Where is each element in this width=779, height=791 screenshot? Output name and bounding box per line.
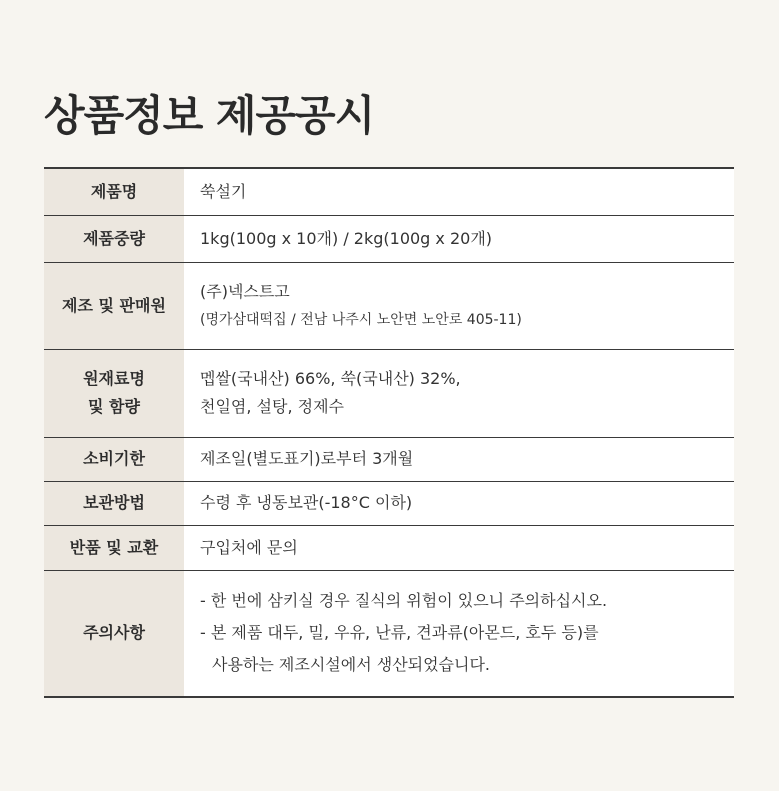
row-value-text: 제조일(별도표기)로부터 3개월	[200, 449, 414, 468]
row-value-text: (주)넥스트고	[200, 281, 290, 301]
row-value	[184, 262, 734, 349]
row-label-text: 반품 및 교환	[69, 537, 159, 557]
table-row-storage	[44, 481, 734, 525]
row-label	[44, 262, 184, 349]
page-title: 상품정보 제공공시	[44, 91, 375, 140]
row-label-text: 및 함량	[88, 397, 140, 416]
row-value	[184, 525, 734, 570]
table-row-expiry	[44, 437, 734, 481]
row-label-text: 보관방법	[83, 493, 145, 512]
row-value-text: 쑥설기	[200, 181, 247, 201]
row-value-text: 멥쌀(국내산) 66%, 쑥(국내산) 32%,	[200, 369, 461, 388]
row-value	[184, 570, 734, 697]
row-value-text: 1kg(100g x 10개) / 2kg(100g x 20개)	[200, 228, 493, 248]
row-label-text: 주의사항	[83, 623, 145, 643]
row-label	[44, 349, 184, 437]
product-info-table	[44, 167, 734, 698]
row-label	[44, 437, 184, 481]
row-value-text: - 한 번에 삼키실 경우 질식의 위험이 있으니 주의하십시오.	[200, 591, 608, 611]
table-row-cautions	[44, 570, 734, 697]
row-value	[184, 349, 734, 437]
table-row-manufacturer	[44, 262, 734, 349]
row-value	[184, 481, 734, 525]
row-value-text: (명가삼대떡집 / 전남 나주시 노안면 노안로 405-11)	[200, 311, 522, 328]
table-row-product-name	[44, 168, 734, 215]
row-label-text: 제조 및 판매원	[62, 295, 166, 315]
row-value-text: 사용하는 제조시설에서 생산되었습니다.	[212, 655, 491, 675]
row-label	[44, 168, 184, 215]
row-value	[184, 437, 734, 481]
table-row-ingredients	[44, 349, 734, 437]
row-label-text: 제품명	[90, 181, 138, 201]
row-label-text: 소비기한	[83, 449, 145, 468]
table-row-weight	[44, 215, 734, 262]
row-label	[44, 481, 184, 525]
row-label	[44, 525, 184, 570]
row-label	[44, 570, 184, 697]
row-label-text: 제품중량	[83, 228, 145, 248]
row-label-text: 원재료명	[83, 369, 145, 388]
row-value	[184, 168, 734, 215]
row-value-text: 구입처에 문의	[200, 537, 298, 557]
row-value	[184, 215, 734, 262]
row-value-text: 수령 후 냉동보관(-18°C 이하)	[200, 493, 413, 512]
row-value-text: - 본 제품 대두, 밀, 우유, 난류, 견과류(아몬드, 호두 등)를	[200, 623, 599, 643]
row-label	[44, 215, 184, 262]
table-row-returns	[44, 525, 734, 570]
row-value-text: 천일염, 설탕, 정제수	[200, 397, 344, 416]
